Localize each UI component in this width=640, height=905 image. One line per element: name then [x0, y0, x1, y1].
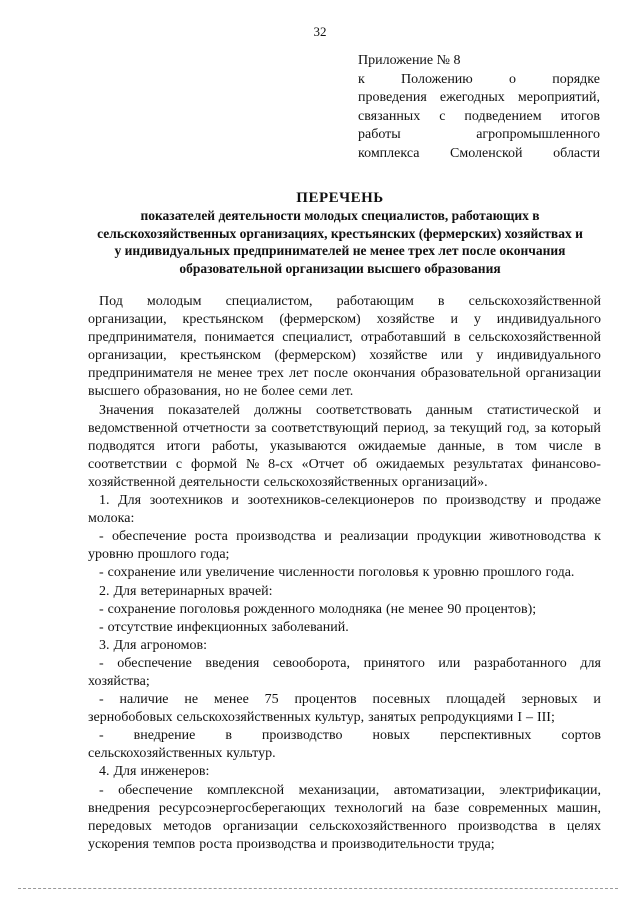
body-word: ожидаемых — [376, 456, 445, 472]
body-word: предпринимателя — [88, 366, 193, 382]
body-word: посевных — [372, 692, 431, 708]
body-word: принятого — [363, 655, 425, 671]
body-word: комплексной — [207, 782, 285, 798]
body-word: новых — [372, 728, 411, 744]
body-line — [88, 546, 601, 564]
appendix-word: с — [439, 108, 446, 124]
body-word: (не — [385, 601, 405, 617]
document-subtitle — [80, 207, 600, 277]
appendix-word: к — [358, 71, 365, 87]
body-word: более — [261, 384, 295, 400]
body-word: производства — [236, 529, 316, 545]
body-word: семи — [298, 384, 328, 400]
body-word: 75 — [264, 692, 279, 708]
body-line — [88, 311, 601, 329]
subtitle-line: сельскохозяйственных организациях, крестьянских (фермерских) хозяйствах и — [97, 225, 583, 241]
body-word: за — [254, 420, 267, 436]
body-word: по — [422, 493, 438, 509]
body-word: врачей: — [228, 583, 273, 599]
subtitle-line: показателей деятельности молодых специалистов, работающих в — [140, 208, 540, 223]
appendix-word: Смоленской — [450, 145, 523, 161]
body-word: образовательной — [420, 366, 521, 382]
body-word: современных — [468, 800, 548, 816]
body-word: но — [224, 384, 240, 400]
body-word: формой — [190, 456, 238, 472]
body-line — [88, 293, 601, 311]
body-word: Для — [118, 493, 142, 509]
body-word: индивидуального — [496, 312, 601, 328]
body-word: прошлого — [137, 547, 197, 563]
body-word: менее — [217, 366, 253, 382]
body-word: года. — [545, 565, 575, 581]
body-word: культур. — [226, 746, 276, 762]
body-word: или — [438, 655, 461, 671]
body-line — [88, 474, 601, 492]
body-line — [88, 637, 601, 655]
body-word: у — [476, 348, 484, 364]
body-word: к — [422, 565, 430, 581]
body-word: организации — [525, 366, 601, 382]
body-word: ресурсоэнергосберегающих — [158, 800, 326, 816]
body-word: на — [411, 800, 426, 816]
body-word: поголовья — [358, 565, 419, 581]
body-word: сохранение — [107, 565, 176, 581]
appendix-word: ежегодных — [439, 90, 505, 106]
body-word: сельскохозяйственных — [176, 710, 311, 726]
body-line — [88, 745, 601, 763]
body-word: и — [593, 402, 601, 418]
body-word: - — [99, 728, 104, 744]
body-word: и — [450, 312, 458, 328]
body-line — [88, 365, 601, 383]
body-word: разработанного — [474, 655, 567, 671]
body-word: производства — [457, 818, 538, 834]
body-word: роста — [199, 836, 233, 852]
body-word: текущий — [450, 420, 502, 436]
body-word: сельскохозяйственной — [468, 330, 601, 346]
body-word: отсутствие — [107, 619, 173, 635]
body-word: производительности — [331, 836, 455, 852]
body-word: механизации, — [298, 782, 380, 798]
appendix-line — [358, 71, 600, 90]
body-word: наличие — [119, 692, 169, 708]
body-line — [88, 727, 601, 745]
body-word: - — [99, 692, 104, 708]
subtitle-line: образовательной организации высшего образования — [179, 260, 501, 276]
body-word: после — [313, 366, 348, 382]
body-line — [88, 673, 601, 691]
body-line — [88, 564, 601, 582]
body-word: обеспечение — [117, 655, 192, 671]
body-word: хозяйстве — [376, 312, 435, 328]
appendix-lines — [358, 71, 600, 164]
appendix-word: мероприятий, — [517, 90, 600, 106]
body-word: образования, — [143, 384, 221, 400]
body-word: агрономов: — [140, 637, 208, 653]
appendix-line — [358, 89, 600, 108]
body-word: ветеринарных — [140, 583, 225, 599]
body-word: производства — [236, 836, 317, 852]
body-word: машин, — [556, 800, 601, 816]
body-word: и — [320, 836, 328, 852]
body-word: поголовья — [179, 601, 240, 617]
body-word: введения — [205, 655, 260, 671]
body-word: электрификации, — [499, 782, 601, 798]
body-word: организации, — [88, 348, 167, 364]
page-number: 32 — [313, 24, 327, 39]
body-word: организации — [222, 818, 298, 834]
body-word: должны — [254, 402, 302, 418]
body-word: отработавший — [360, 330, 446, 346]
body-word: темпов — [152, 836, 196, 852]
body-word: 3. — [99, 637, 110, 653]
body-line — [88, 709, 601, 727]
body-word: «Отчет — [301, 456, 345, 472]
body-word: том — [515, 438, 537, 454]
body-word: сортов — [561, 728, 601, 744]
body-word: базе — [434, 800, 460, 816]
body-word: продукции — [416, 529, 482, 545]
body-word: и — [593, 692, 601, 708]
appendix-word: агропромышленного — [476, 127, 600, 143]
body-word: передовых — [88, 818, 152, 834]
appendix-word: порядке — [552, 71, 600, 87]
body-line — [88, 691, 601, 709]
body-word: сохранение — [107, 601, 176, 617]
appendix-title: Приложение № 8 — [358, 53, 461, 68]
body-word: процентов — [294, 692, 357, 708]
body-word: реализации — [340, 529, 409, 545]
body-word: специалист, — [282, 330, 353, 346]
body-word: увеличение — [205, 565, 275, 581]
body-word: технологий — [334, 800, 403, 816]
body-word: ведомственной — [88, 420, 178, 436]
body-word: об — [353, 456, 368, 472]
body-word: 1. — [99, 493, 110, 509]
body-word: деятельности — [179, 474, 260, 490]
body-word: Для — [113, 637, 137, 653]
body-word: организации, — [88, 312, 167, 328]
body-line — [88, 402, 601, 420]
body-word: I — [517, 710, 522, 726]
body-word: культур, — [314, 710, 365, 726]
body-word: автоматизации, — [393, 782, 485, 798]
body-word: обеспечение — [111, 529, 187, 545]
body-word: крестьянском — [182, 312, 264, 328]
appendix-line — [358, 108, 600, 127]
body-word: сельскохозяйственного — [309, 818, 447, 834]
body-word: итоги — [166, 438, 201, 454]
body-word: – — [525, 710, 533, 726]
body-line — [88, 836, 601, 854]
body-line — [88, 492, 601, 510]
body-line — [88, 329, 601, 347]
body-word: высшего — [88, 384, 140, 400]
body-word: 4. — [99, 764, 110, 780]
body-word: хозяйственной — [88, 474, 176, 490]
body-line — [88, 528, 601, 546]
body-word: роста — [194, 529, 228, 545]
body-word: в — [437, 294, 445, 309]
appendix-word: подведением — [464, 108, 542, 124]
body-word: - — [99, 529, 104, 545]
body-word: целях — [566, 818, 601, 834]
body-word: 90 — [447, 601, 462, 617]
body-word: лет — [289, 366, 309, 382]
body-line — [88, 601, 601, 619]
body-line — [88, 800, 601, 818]
body-word: молодняка — [318, 601, 382, 617]
body-word: соответствовать — [315, 402, 412, 418]
body-line — [88, 619, 601, 637]
body-word: подводятся — [88, 438, 155, 454]
body-word: сельскохозяйственной — [468, 294, 601, 309]
body-word: года; — [200, 547, 230, 563]
body-word: предпринимателя, — [88, 330, 197, 346]
body-word: период, — [383, 420, 429, 436]
body-word: процентов); — [465, 601, 537, 617]
body-word: к — [594, 529, 601, 545]
body-word: статистической — [486, 402, 580, 418]
body-word: производство — [261, 728, 343, 744]
body-line — [88, 763, 601, 781]
body-word: с — [175, 456, 183, 472]
body-word: инженеров: — [140, 764, 210, 780]
body-word: (фермерском) — [279, 312, 361, 328]
body-word: в — [548, 818, 556, 834]
body-word: инфекционных — [176, 619, 268, 635]
body-word: - — [99, 782, 104, 798]
body-word: или — [179, 565, 202, 581]
body-word: окончания — [353, 366, 416, 382]
body-word: хозяйства; — [88, 673, 150, 689]
body-word: специалистом, — [225, 294, 313, 309]
body-word: площадей — [446, 692, 506, 708]
body-word: репродукциями — [420, 710, 514, 726]
body-word: числе — [548, 438, 583, 454]
body-word: и — [324, 529, 332, 545]
appendix-line — [358, 145, 600, 164]
body-word: работы, — [211, 438, 259, 454]
document-body — [88, 293, 601, 854]
body-word: финансово- — [531, 456, 601, 472]
appendix-word: связанных — [358, 108, 421, 124]
body-word: результатах — [453, 456, 523, 472]
appendix-word: комплекса — [358, 145, 420, 161]
body-word: понимается — [204, 330, 275, 346]
body-word: - — [99, 601, 104, 617]
body-word: ускорения — [88, 836, 149, 852]
body-word: год, — [506, 420, 530, 436]
body-word: лет. — [331, 384, 354, 400]
body-word: крестьянском — [180, 348, 262, 364]
body-line — [88, 438, 601, 456]
body-word: работающим — [336, 294, 414, 309]
body-word: заболеваний. — [271, 619, 349, 635]
document-title: ПЕРЕЧЕНЬ — [296, 190, 384, 206]
body-word: продаже — [550, 493, 601, 509]
body-word: в — [594, 438, 601, 454]
body-word: индивидуального — [496, 348, 601, 364]
body-word: занятых — [368, 710, 417, 726]
body-word: трех — [257, 366, 284, 382]
body-word: обеспечение — [118, 782, 193, 798]
body-word: за — [534, 420, 547, 436]
body-word: - — [99, 619, 104, 635]
body-word: соответствующий — [271, 420, 379, 436]
appendix-block — [358, 52, 600, 164]
body-word: за — [433, 420, 446, 436]
footer-divider — [18, 888, 618, 889]
body-word: животноводства — [489, 529, 586, 545]
appendix-word: о — [509, 71, 516, 87]
body-word: Для — [113, 583, 137, 599]
body-line — [88, 347, 601, 365]
body-word: соответствии — [88, 456, 168, 472]
appendix-word: Положению — [401, 71, 473, 87]
body-word: севооборота, — [272, 655, 350, 671]
body-word: хозяйстве — [369, 348, 428, 364]
body-line — [88, 383, 601, 401]
body-word: зерновых — [521, 692, 578, 708]
body-word: методов — [163, 818, 212, 834]
body-word: (фермерском) — [274, 348, 356, 364]
body-word: отчетности — [182, 420, 250, 436]
body-word: и — [534, 493, 543, 509]
body-word: численности — [278, 565, 355, 581]
body-word: или — [440, 348, 463, 364]
body-word: молодым — [146, 294, 202, 309]
body-word: и — [231, 493, 239, 509]
body-word: организаций». — [401, 474, 488, 490]
subtitle-line: у индивидуальных предпринимателей не менее трех лет после окончания — [114, 243, 566, 259]
body-line — [88, 782, 601, 800]
body-word: III; — [536, 710, 555, 726]
body-word: сельскохозяйственных — [263, 474, 398, 490]
appendix-word: области — [553, 145, 600, 161]
body-word: перспективных — [440, 728, 532, 744]
body-word: в — [225, 728, 232, 744]
body-word: уровню — [433, 565, 479, 581]
body-line — [88, 510, 601, 528]
body-word: в — [497, 438, 504, 454]
appendix-word: проведения — [358, 90, 427, 106]
body-word: 2. — [99, 583, 110, 599]
body-line — [88, 583, 601, 601]
body-word: зоотехников-селекционеров — [247, 493, 415, 509]
body-word: - — [99, 655, 104, 671]
body-word: молока: — [88, 511, 135, 527]
body-word: данные, — [437, 438, 486, 454]
appendix-word: работы — [358, 127, 401, 143]
body-word: не — [243, 384, 258, 400]
body-word: внедрение — [133, 728, 196, 744]
body-word: - — [99, 565, 104, 581]
body-word: менее — [408, 601, 444, 617]
body-word: сельскохозяйственных — [88, 746, 223, 762]
body-word: внедрения — [88, 800, 150, 816]
body-word: указываются — [269, 438, 347, 454]
body-line — [88, 818, 601, 836]
body-word: менее — [213, 692, 249, 708]
body-word: зернобобовых — [88, 710, 173, 726]
appendix-word: итогов — [560, 108, 600, 124]
body-word: рожденного — [243, 601, 315, 617]
body-word: у — [473, 312, 481, 328]
body-word: для — [580, 655, 601, 671]
body-word: уровню — [88, 547, 134, 563]
body-line — [88, 420, 601, 438]
body-word: зоотехников — [149, 493, 223, 509]
body-word: который — [551, 420, 601, 436]
body-word: ожидаемые — [358, 438, 427, 454]
body-word: не — [198, 366, 212, 382]
body-word: Для — [113, 764, 137, 780]
body-word: в — [453, 330, 461, 346]
body-word: Под — [99, 294, 123, 309]
body-line — [88, 456, 601, 474]
body-word: Значения — [99, 402, 154, 418]
appendix-line — [358, 126, 600, 145]
body-word: показателей — [168, 402, 240, 418]
body-word: данным — [426, 402, 473, 418]
body-word: прошлого — [482, 565, 542, 581]
body-word: не — [184, 692, 199, 708]
body-word: 8-сх — [268, 456, 293, 472]
body-word: производству — [445, 493, 527, 509]
body-word: № — [245, 456, 260, 472]
body-word: труда; — [458, 836, 495, 852]
body-line — [88, 655, 601, 673]
